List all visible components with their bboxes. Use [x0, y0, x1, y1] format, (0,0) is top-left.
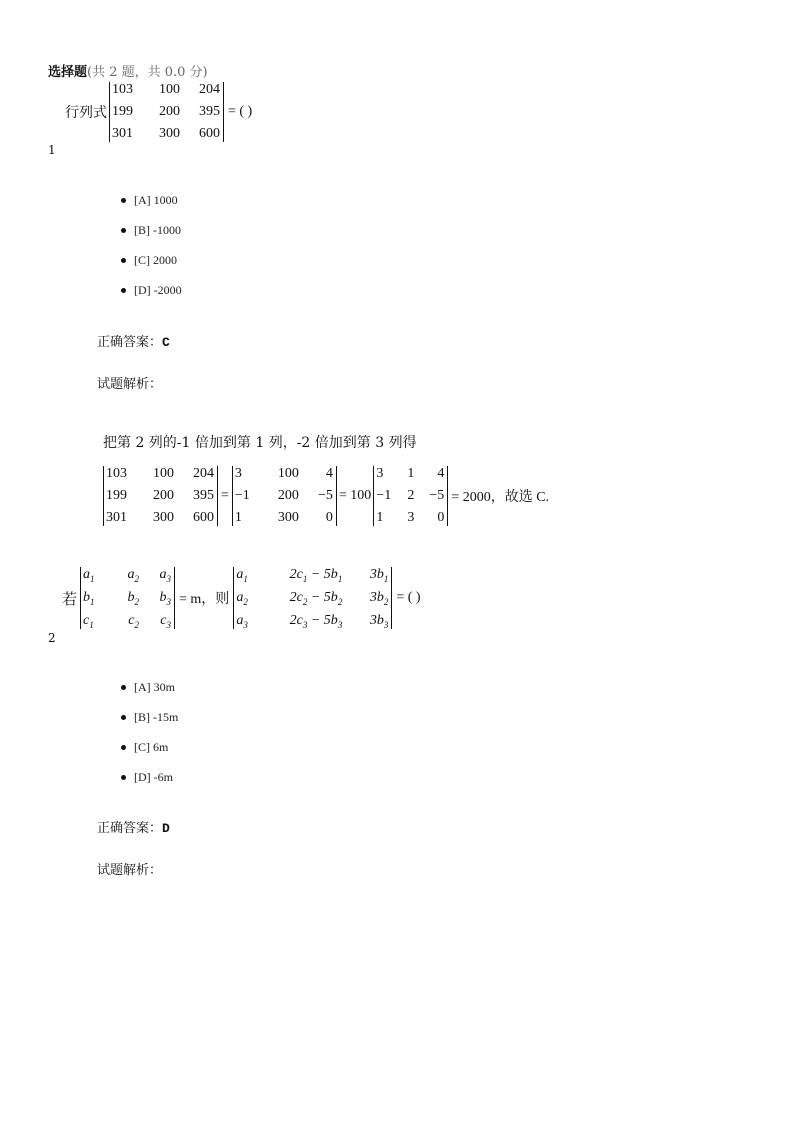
question-suffix: = ( )	[228, 104, 253, 119]
bullet-icon	[121, 258, 126, 263]
analysis-result: = 2000，故选 C.	[451, 490, 550, 505]
option-a[interactable]: [A] 30m	[121, 680, 175, 695]
option-d[interactable]: [D] -6m	[121, 770, 173, 785]
question-prefix: 若	[62, 589, 78, 608]
bullet-icon	[121, 288, 126, 293]
question-number: 1	[48, 143, 56, 157]
option-c[interactable]: [C] 2000	[121, 253, 177, 268]
option-d[interactable]: [D] -2000	[121, 283, 182, 298]
bullet-icon	[121, 715, 126, 720]
option-b[interactable]: [B] -1000	[121, 223, 181, 238]
question-2-stem	[62, 567, 421, 629]
section-meta: (共 2 题，共 0.0 分)	[87, 65, 208, 80]
analysis-label: 试题解析：	[97, 863, 163, 878]
determinant-original: 103 100 204 199 200 395 301 300 600	[103, 466, 218, 526]
question-prefix: 行列式	[65, 105, 107, 121]
section-header	[48, 61, 208, 80]
answer-value: D	[162, 821, 170, 836]
answer-value: C	[162, 335, 170, 350]
bullet-icon	[121, 745, 126, 750]
option-c[interactable]: [C] 6m	[121, 740, 168, 755]
bullet-icon	[121, 228, 126, 233]
option-a[interactable]: [A] 1000	[121, 193, 178, 208]
option-b[interactable]: [B] -15m	[121, 710, 178, 725]
bullet-icon	[121, 198, 126, 203]
condition-text: = m，则	[179, 592, 230, 608]
determinant-q1: 103 100 204 199 200 395 301 300 600	[109, 82, 224, 142]
correct-answer: 正确答案：D	[97, 821, 170, 836]
correct-answer: 正确答案：C	[97, 335, 170, 350]
bullet-icon	[121, 775, 126, 780]
bullet-icon	[121, 685, 126, 690]
section-title: 选择题	[48, 65, 88, 80]
determinant-transformed: 3 100 4 −1 200 −5 1 300 0	[232, 466, 337, 526]
question-number: 2	[48, 631, 56, 645]
determinant-reduced: 3 1 4 −1 2 −5 1 3 0	[373, 466, 448, 526]
determinant-b: $a_1$ $2c_1 - 5b_1$ $3b_1$ $a_2$ $2c_2 - 5b_2$ $3b_2$ $a_3$ $2c_3 - 5b_3$ $3b_3$	[233, 567, 392, 629]
determinant-a: $a_1$ $a_2$ $a_3$ $b_1$ $b_2$ $b_3$ $c_1$ $c_2$ $c_3$	[80, 567, 175, 629]
question-1-stem	[65, 82, 252, 142]
analysis-equation: 103 100 204 199 200 395 301 300 600 = 3 100 4 −1 200 −5 1 300 0 = 100 3 1 4 −1 2 −5 1 3 0 = 2000，故选 C.	[103, 466, 549, 526]
question-suffix: = ( )	[396, 590, 421, 606]
analysis-text: 把第 2 列的-1 倍加到第 1 列，-2 倍加到第 3 列得	[103, 435, 417, 451]
analysis-label: 试题解析：	[97, 377, 163, 392]
